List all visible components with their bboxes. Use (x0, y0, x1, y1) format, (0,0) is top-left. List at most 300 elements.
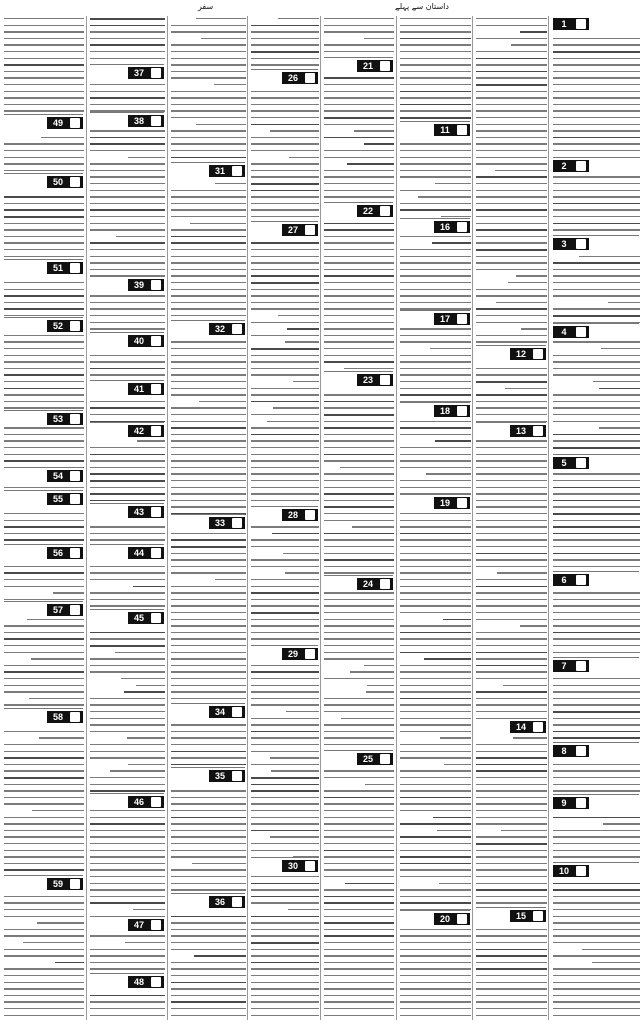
text-line (171, 97, 246, 98)
text-line (251, 724, 319, 725)
text-line (400, 757, 471, 758)
text-line (553, 559, 640, 560)
text-line (90, 1008, 165, 1009)
text-line (400, 724, 471, 725)
section-divider (400, 494, 470, 495)
text-line (400, 361, 471, 362)
text-line (278, 315, 320, 316)
text-line (476, 539, 547, 540)
text-line (324, 500, 394, 501)
text-line (171, 645, 246, 646)
text-line (582, 949, 640, 950)
text-line (171, 599, 246, 600)
section-number: 22 (362, 206, 373, 216)
section-heading (88, 976, 166, 988)
section-number: 15 (515, 911, 526, 921)
text-line (110, 770, 166, 771)
text-line (251, 374, 319, 375)
text-line (553, 44, 640, 45)
section-divider (171, 893, 245, 894)
text-line (324, 625, 394, 626)
text-line (324, 889, 394, 890)
text-line (344, 368, 394, 369)
text-line (400, 572, 471, 573)
text-line (4, 520, 84, 521)
text-line (476, 579, 547, 580)
text-line (4, 586, 84, 587)
heading-icon (533, 349, 543, 359)
text-line (4, 348, 84, 349)
text-line (171, 196, 246, 197)
text-line (4, 704, 84, 705)
text-line (171, 810, 246, 811)
text-line (285, 572, 319, 573)
section-number: 43 (133, 507, 144, 517)
section-divider (553, 862, 639, 863)
text-line (90, 209, 165, 211)
text-line (251, 348, 319, 350)
text-line (553, 566, 640, 567)
section-divider (171, 514, 245, 515)
text-column (474, 16, 548, 1020)
heading-icon (70, 321, 80, 331)
text-line (324, 539, 394, 540)
text-line (90, 843, 165, 844)
text-line (400, 203, 471, 204)
text-line (171, 262, 246, 263)
section-heading (398, 221, 472, 233)
text-line (90, 368, 165, 370)
text-line (251, 605, 319, 606)
heading-icon (576, 161, 586, 171)
section-heading (322, 753, 395, 765)
text-line (128, 764, 165, 765)
text-line (251, 843, 319, 844)
text-line (553, 401, 640, 402)
text-line (400, 797, 471, 799)
section-divider (90, 380, 164, 381)
text-line (4, 790, 84, 791)
text-line (4, 764, 84, 765)
section-number: 31 (214, 166, 225, 176)
text-line (4, 77, 84, 78)
text-line (476, 553, 547, 555)
text-line (171, 817, 246, 819)
text-line (476, 91, 547, 92)
heading-icon (457, 222, 467, 232)
text-line (400, 645, 471, 646)
text-line (90, 995, 165, 997)
text-line (90, 632, 165, 634)
text-line (251, 97, 319, 98)
text-line (324, 421, 394, 422)
text-line (553, 605, 640, 606)
text-line (171, 968, 246, 969)
text-line (324, 790, 394, 791)
text-line (196, 124, 246, 125)
text-line (251, 361, 319, 362)
text-line (4, 282, 84, 283)
text-line (251, 163, 319, 164)
text-line (553, 896, 640, 897)
text-line (4, 157, 84, 158)
text-line (324, 922, 394, 924)
text-line (171, 473, 246, 474)
text-line (553, 619, 640, 620)
text-line (400, 803, 471, 804)
text-line (27, 619, 84, 620)
text-line (324, 949, 394, 950)
text-line (476, 632, 547, 633)
text-line (171, 619, 246, 620)
text-line (400, 1008, 471, 1009)
text-line (553, 592, 640, 593)
text-line (90, 447, 165, 448)
text-line (340, 467, 394, 468)
text-line (171, 150, 246, 151)
text-line (476, 84, 547, 86)
text-line (400, 896, 471, 897)
text-line (553, 685, 640, 686)
text-line (4, 401, 84, 402)
section-number: 47 (133, 920, 144, 930)
text-line (90, 203, 165, 204)
text-line (90, 216, 165, 217)
section-divider (400, 218, 470, 219)
text-line (324, 328, 394, 329)
text-line (4, 170, 84, 171)
text-line (350, 671, 394, 672)
text-line (476, 784, 547, 785)
text-line (251, 619, 319, 620)
text-line (90, 91, 165, 92)
text-line (90, 38, 165, 39)
text-line (90, 18, 165, 20)
text-line (53, 592, 84, 593)
text-line (553, 91, 640, 92)
heading-icon (151, 548, 161, 558)
section-heading (474, 721, 548, 733)
text-line (476, 790, 547, 791)
section-heading (249, 509, 320, 521)
text-line (324, 810, 394, 811)
text-line (476, 500, 547, 501)
text-line (251, 625, 319, 626)
text-line (553, 64, 640, 65)
text-line (251, 434, 319, 436)
text-line (324, 269, 394, 270)
text-line (171, 559, 246, 560)
text-line (400, 592, 471, 593)
section-divider (4, 467, 83, 468)
text-line (400, 731, 471, 732)
text-line (400, 850, 471, 851)
section-divider (4, 875, 83, 876)
section-heading (2, 493, 85, 505)
text-line (4, 460, 84, 462)
section-number: 40 (133, 336, 144, 346)
section-heading (249, 72, 320, 84)
text-line (400, 975, 471, 976)
text-line (521, 328, 547, 329)
text-line (90, 823, 165, 825)
text-line (324, 520, 394, 521)
heading-icon (232, 166, 242, 176)
text-line (171, 381, 246, 382)
text-line (324, 407, 394, 408)
section-heading (88, 67, 166, 79)
text-line (400, 394, 471, 396)
text-line (553, 308, 640, 309)
section-number: 4 (561, 327, 567, 337)
text-line (476, 289, 547, 290)
text-line (476, 658, 547, 659)
text-line (400, 460, 471, 461)
text-line (601, 348, 640, 349)
text-line (90, 605, 165, 606)
text-line (90, 711, 165, 712)
heading-icon (70, 879, 80, 889)
text-line (90, 414, 165, 415)
text-line (400, 605, 471, 606)
text-line (171, 962, 246, 963)
text-line (4, 289, 84, 290)
section-number: 12 (515, 349, 526, 359)
heading-icon (576, 327, 586, 337)
text-line (90, 671, 165, 672)
text-line (251, 1008, 319, 1009)
text-line (476, 929, 547, 930)
text-line (476, 150, 547, 151)
text-line (4, 678, 84, 679)
text-line (400, 64, 471, 65)
section-divider (400, 310, 470, 311)
text-line (251, 883, 319, 885)
text-line (171, 71, 246, 72)
text-line (476, 414, 547, 415)
text-line (400, 256, 471, 257)
text-line (90, 1001, 165, 1002)
text-line (90, 757, 165, 758)
text-line (4, 665, 84, 666)
text-line (324, 256, 394, 257)
text-line (553, 38, 640, 39)
text-line (553, 546, 640, 547)
section-divider (90, 793, 164, 794)
text-line (251, 539, 319, 540)
section-divider (4, 601, 83, 602)
text-line (171, 77, 246, 78)
section-divider (476, 345, 546, 346)
text-line (324, 236, 394, 237)
heading-icon (232, 324, 242, 334)
text-line (476, 599, 547, 600)
text-line (171, 632, 246, 633)
heading-icon (576, 575, 586, 585)
text-line (171, 883, 246, 884)
text-line (324, 183, 394, 184)
text-line (400, 341, 471, 342)
text-line (90, 170, 165, 171)
text-line (278, 18, 319, 19)
text-line (171, 203, 246, 204)
text-line (599, 388, 640, 390)
text-line (324, 104, 394, 105)
text-line (476, 764, 547, 766)
section-heading (88, 612, 166, 624)
text-line (476, 559, 547, 560)
text-line (553, 883, 640, 885)
text-line (171, 836, 246, 837)
text-line (171, 104, 246, 105)
text-line (4, 843, 84, 844)
text-line (553, 678, 640, 679)
text-line (90, 295, 165, 296)
text-line (171, 31, 246, 32)
heading-icon (305, 649, 315, 659)
section-divider (90, 276, 164, 277)
text-line (400, 1001, 471, 1002)
text-line (440, 737, 471, 738)
text-line (324, 124, 394, 125)
text-line (171, 480, 246, 481)
text-line (251, 784, 319, 786)
text-line (90, 698, 165, 699)
text-line (251, 955, 319, 956)
text-line (324, 493, 394, 495)
text-line (324, 447, 394, 448)
text-line (553, 176, 640, 177)
text-line (324, 322, 394, 323)
text-line (324, 975, 394, 976)
text-line (400, 421, 471, 422)
section-divider (90, 64, 164, 65)
text-line (324, 170, 394, 171)
text-line (171, 949, 246, 950)
text-line (553, 289, 640, 290)
text-line (476, 757, 547, 759)
section-divider (90, 112, 164, 113)
text-line (324, 196, 394, 197)
text-line (400, 889, 471, 890)
text-line (352, 526, 394, 527)
text-line (171, 236, 246, 238)
text-line (553, 190, 640, 191)
section-heading (88, 919, 166, 931)
text-line (251, 137, 319, 138)
text-line (476, 51, 547, 52)
section-divider (171, 703, 245, 704)
text-line (251, 487, 319, 488)
text-line (476, 124, 547, 125)
text-line (90, 968, 165, 969)
text-line (400, 77, 471, 78)
text-line (90, 724, 165, 725)
section-heading (474, 348, 548, 360)
section-heading (88, 506, 166, 518)
text-line (171, 876, 246, 877)
section-number: 19 (439, 498, 450, 508)
text-line (4, 863, 84, 864)
section-heading (88, 425, 166, 437)
text-line (476, 315, 547, 316)
text-line (90, 949, 165, 950)
section-number: 45 (133, 613, 144, 623)
section-divider (324, 202, 393, 203)
heading-icon (151, 280, 161, 290)
text-line (553, 434, 640, 436)
section-heading (88, 547, 166, 559)
section-heading (169, 165, 247, 177)
section-divider (251, 221, 318, 222)
text-line (400, 38, 471, 40)
heading-icon (576, 746, 586, 756)
text-line (324, 652, 394, 653)
text-line (400, 374, 471, 375)
section-number: 18 (439, 406, 450, 416)
text-line (171, 137, 246, 138)
text-line (171, 843, 246, 844)
section-heading (551, 865, 641, 877)
text-line (251, 810, 319, 811)
text-line (251, 256, 319, 257)
text-line (171, 493, 246, 494)
text-line (251, 896, 319, 898)
text-line (324, 572, 394, 573)
section-divider (553, 323, 639, 324)
section-divider (476, 422, 546, 423)
text-line (476, 605, 547, 606)
text-line (324, 427, 394, 429)
section-divider (553, 571, 639, 572)
text-line (476, 770, 547, 772)
text-line (400, 91, 471, 93)
text-line (251, 632, 319, 633)
text-line (400, 368, 471, 369)
text-line (289, 157, 319, 158)
text-line (553, 216, 640, 217)
text-line (90, 869, 165, 870)
heading-icon (380, 375, 390, 385)
text-line (324, 157, 394, 158)
text-line (424, 658, 471, 660)
text-line (90, 645, 165, 647)
text-line (324, 731, 394, 732)
column-separator (247, 16, 248, 1020)
section-number: 26 (287, 73, 298, 83)
text-line (476, 777, 547, 778)
text-line (271, 770, 319, 771)
text-line (553, 790, 640, 791)
text-line (90, 817, 165, 818)
text-line (553, 295, 640, 296)
text-line (90, 731, 165, 732)
section-number: 34 (214, 707, 225, 717)
text-line (4, 929, 84, 930)
text-line (553, 51, 640, 53)
heading-icon (151, 336, 161, 346)
text-line (251, 586, 319, 587)
text-line (4, 249, 84, 250)
text-line (171, 130, 246, 131)
text-line (90, 487, 165, 488)
section-divider (90, 609, 164, 610)
text-line (400, 711, 471, 712)
text-line (476, 843, 547, 845)
text-line (39, 737, 84, 738)
section-heading (398, 313, 472, 325)
text-line (137, 440, 165, 441)
